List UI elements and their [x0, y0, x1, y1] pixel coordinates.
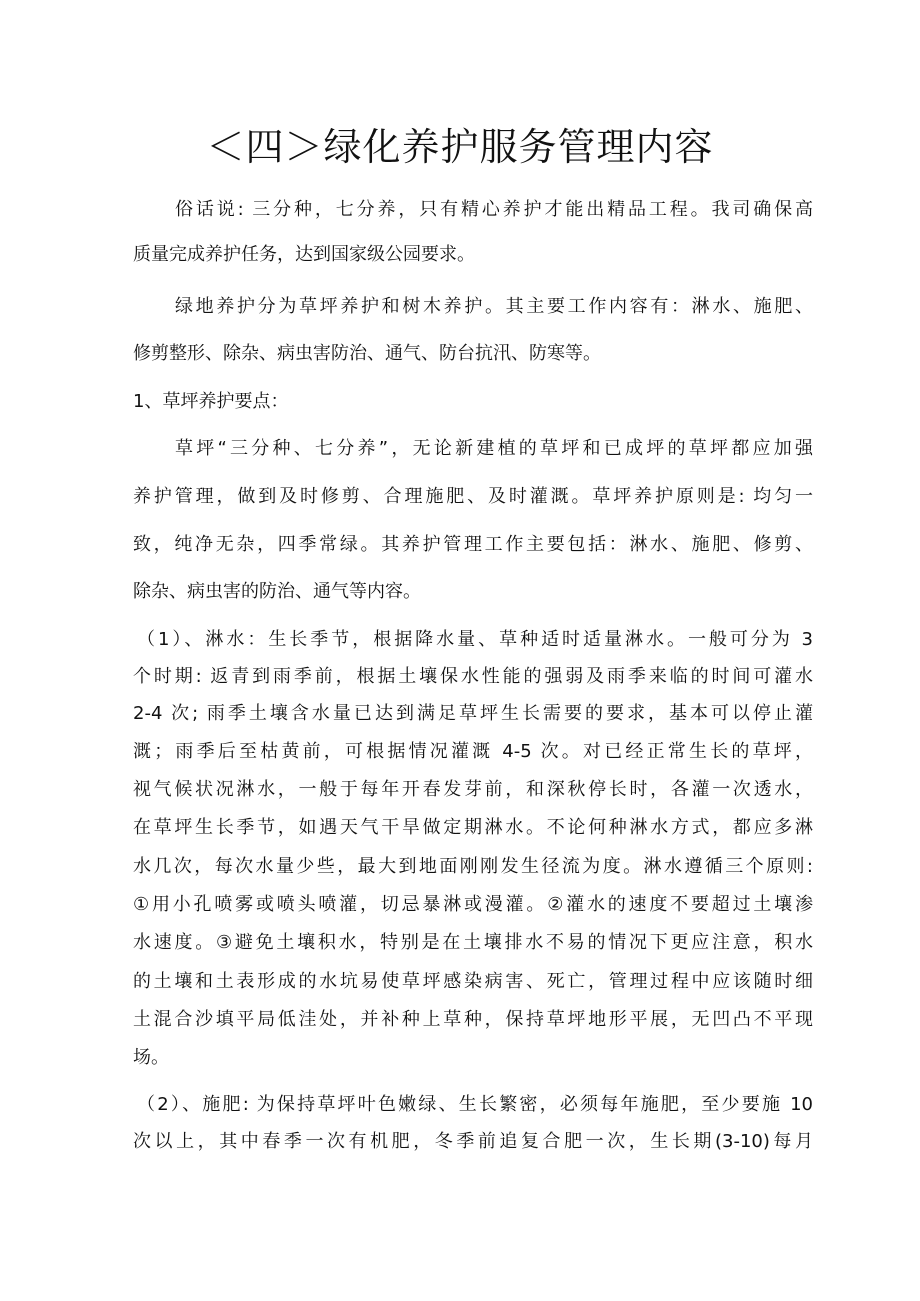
paragraph-line: （1）、淋水：生长季节，根据降水量、草种适时适量淋水。一般可分为 3 [137, 629, 813, 650]
paragraph-line: 修剪整形、除杂、病虫害防治、通气、防台抗汛、防寒等。 [133, 343, 601, 364]
paragraph-line: 在草坪生长季节，如遇天气干旱做定期淋水。不论何种淋水方式，都应多淋 [133, 817, 813, 838]
paragraph-line: 草坪“三分种、七分养”，无论新建植的草坪和已成坪的草坪都应加强 [175, 438, 813, 459]
paragraph-line: 视气候状况淋水，一般于每年开春发芽前，和深秋停长时，各灌一次透水， [133, 779, 813, 800]
section-heading: 1、草坪养护要点： [133, 391, 289, 412]
paragraph-line: 土混合沙填平局低洼处，并补种上草种，保持草坪地形平展，无凹凸不平现 [133, 1009, 813, 1030]
paragraph-line: 溉；雨季后至枯黄前，可根据情况灌溉 4-5 次。对已经正常生长的草坪， [133, 741, 813, 762]
paragraph-line: 场。 [133, 1047, 169, 1068]
paragraph-line: 2-4 次; 雨季土壤含水量已达到满足草坪生长需要的要求，基本可以停止灌 [133, 703, 813, 724]
paragraph-line: 水速度。③避免土壤积水，特别是在土壤排水不易的情况下更应注意，积水 [133, 932, 813, 953]
paragraph-line: 除杂、病虫害的防治、通气等内容。 [133, 581, 421, 602]
paragraph-line: （2）、施肥: 为保持草坪叶色嫩绿、生长繁密，必须每年施肥，至少要施 10 [137, 1094, 813, 1115]
paragraph-line: 次以上，其中春季一次有机肥，冬季前追复合肥一次，生长期(3-10)每月 [133, 1131, 813, 1152]
paragraph-line: 致，纯净无杂，四季常绿。其养护管理工作主要包括：淋水、施肥、修剪、 [133, 534, 813, 555]
document-title: ＜四＞绿化养护服务管理内容 [206, 125, 714, 169]
paragraph-line: 养护管理，做到及时修剪、合理施肥、及时灌溉。草坪养护原则是: 均匀一 [133, 486, 813, 507]
paragraph-line: 俗话说: 三分种，七分养，只有精心养护才能出精品工程。我司确保高 [175, 199, 813, 220]
paragraph-line: 绿地养护分为草坪养护和树木养护。其主要工作内容有：淋水、施肥、 [175, 296, 813, 317]
paragraph-line: 水几次，每次水量少些，最大到地面刚刚发生径流为度。淋水遵循三个原则: [133, 856, 813, 877]
paragraph-line: 个时期: 返青到雨季前，根据土壤保水性能的强弱及雨季来临的时间可灌水 [133, 666, 813, 687]
paragraph-line: 质量完成养护任务，达到国家级公园要求。 [133, 244, 475, 265]
paragraph-line: 的土壤和土表形成的水坑易使草坪感染病害、死亡，管理过程中应该随时细 [133, 971, 813, 992]
paragraph-line: ①用小孔喷雾或喷头喷灌，切忌暴淋或漫灌。②灌水的速度不要超过土壤渗 [133, 894, 813, 915]
